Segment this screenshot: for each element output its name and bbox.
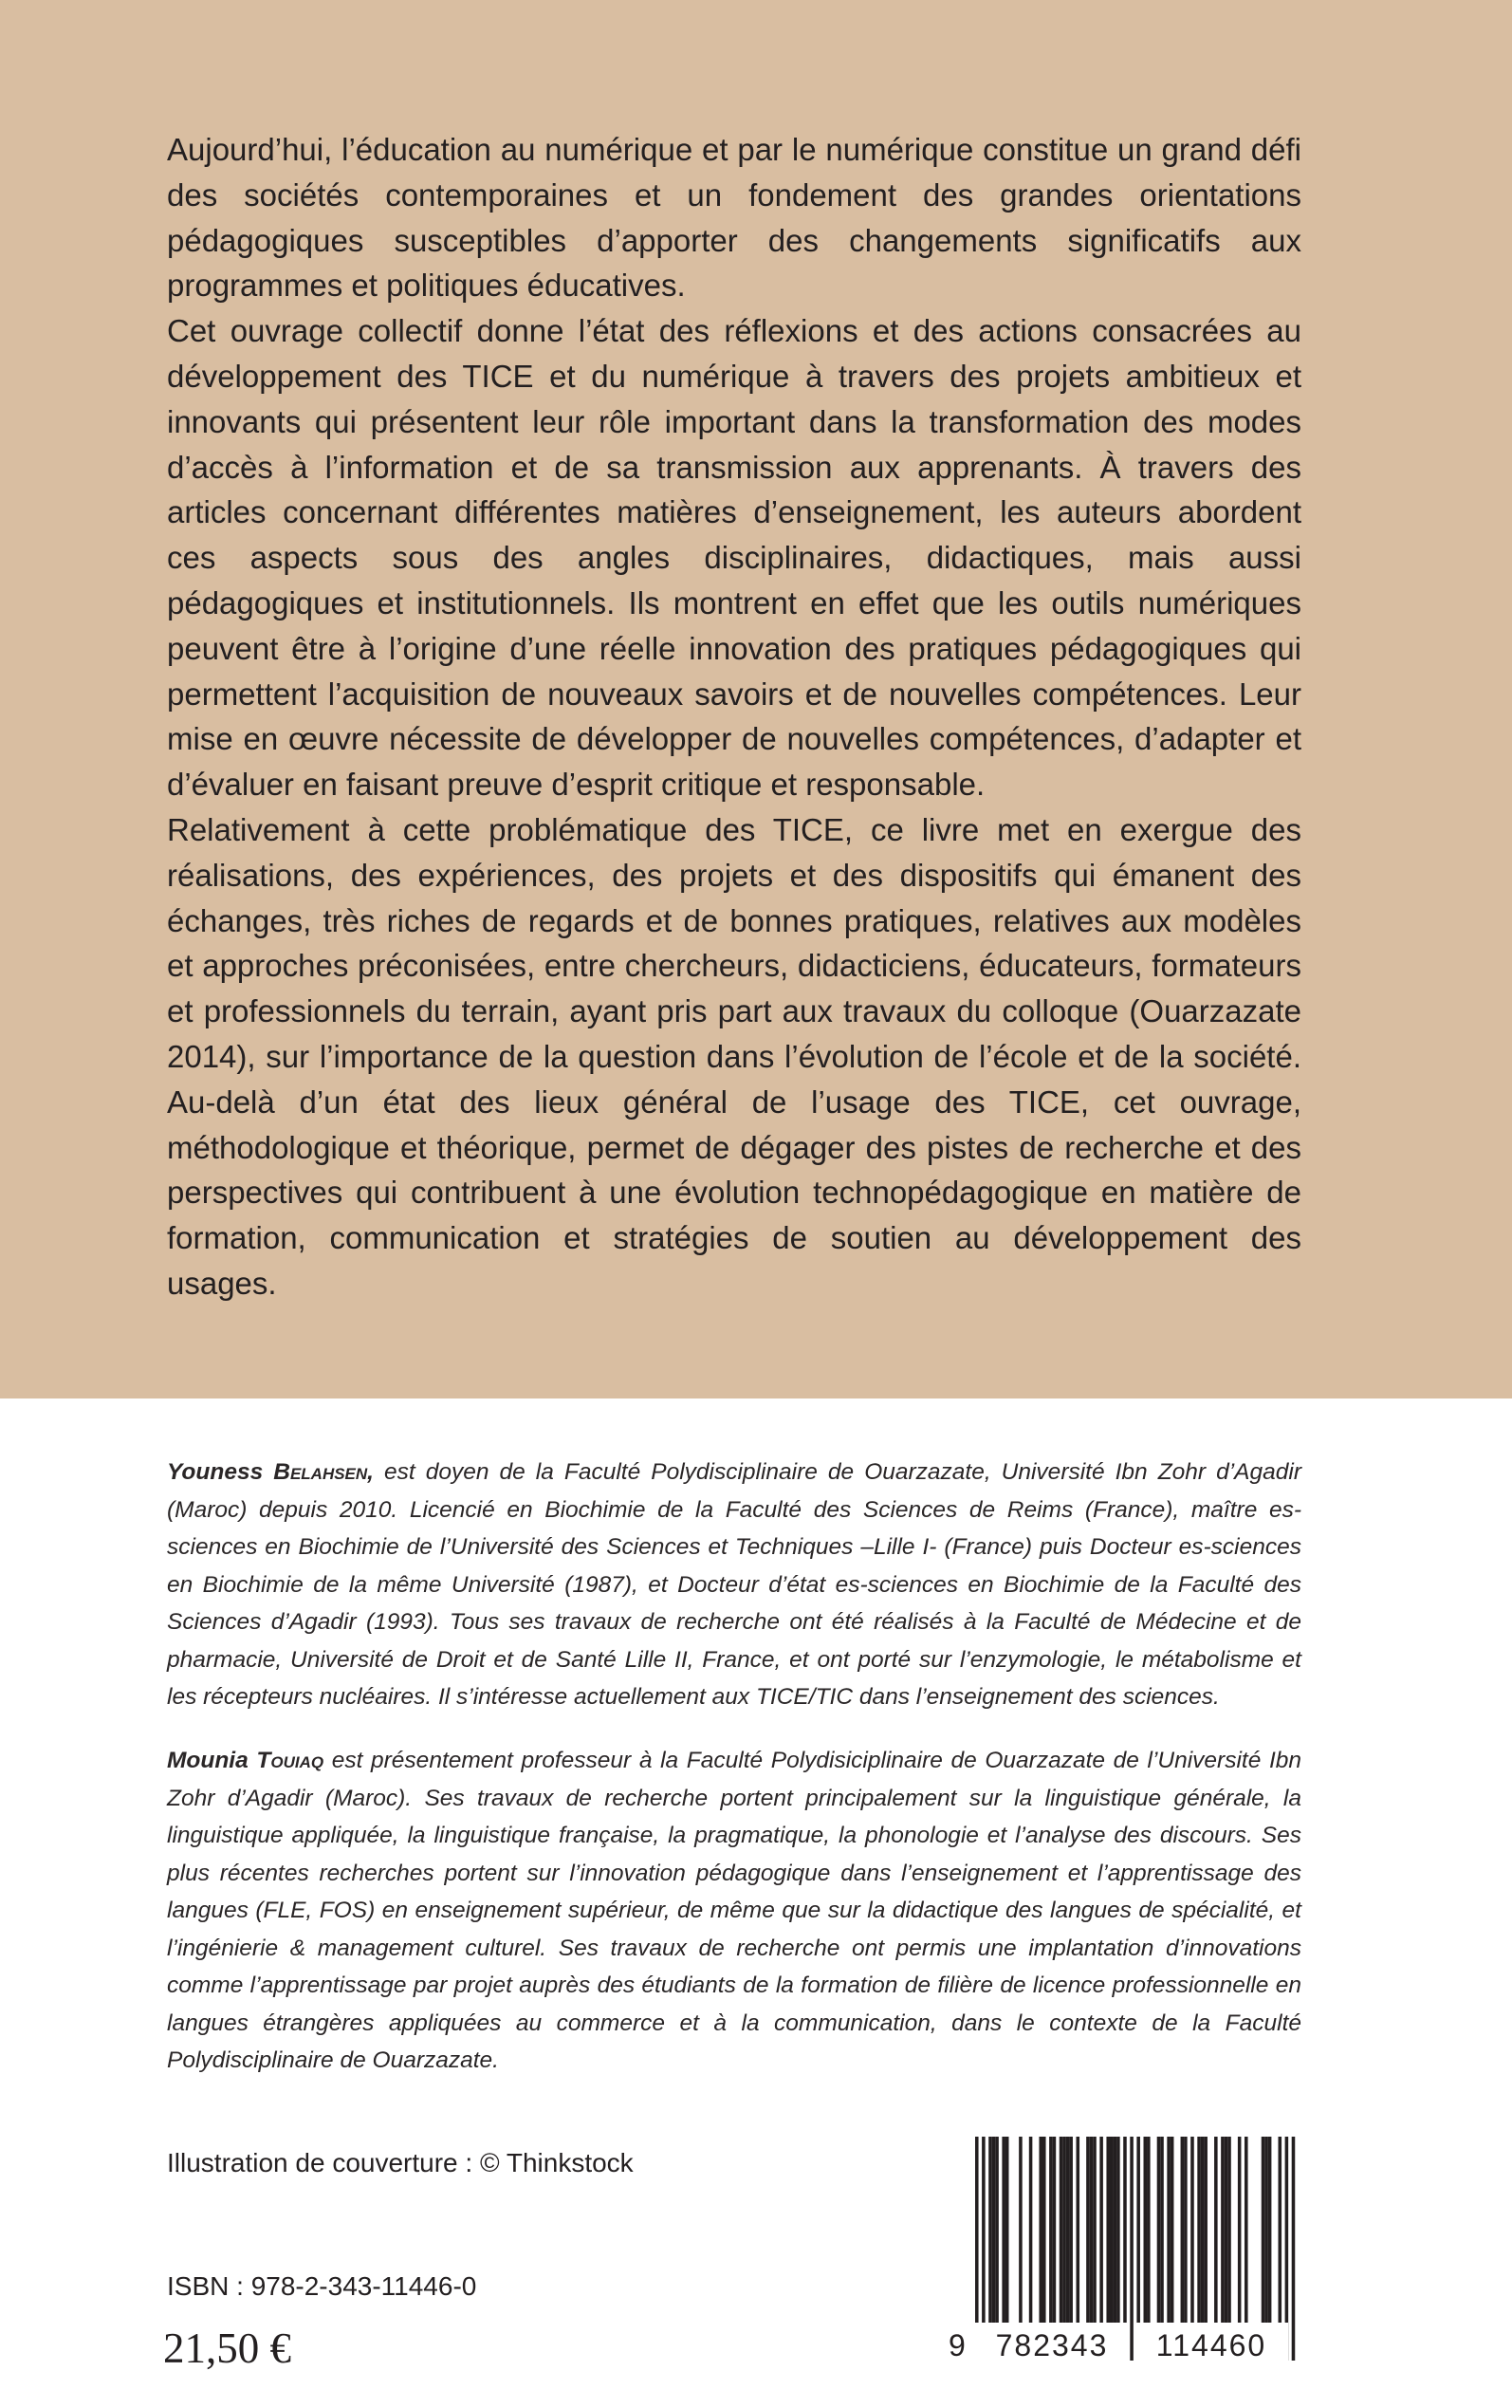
barcode-bar [1238,2137,1242,2323]
barcode-bar [1110,2137,1114,2323]
author-last-name: Touiaq [256,1748,324,1773]
barcode-bar [1086,2137,1090,2323]
barcode-bar [1160,2137,1164,2323]
barcode-bar [1069,2137,1073,2323]
barcode-bar [1204,2137,1208,2323]
barcode-left-group: 782343 [975,2323,1129,2368]
back-cover-blurb [167,127,1301,1306]
barcode-bar [1066,2137,1070,2323]
barcode-bar [1005,2137,1009,2323]
price: 21,50 € [163,2325,291,2372]
barcode-bar [1181,2137,1185,2323]
blurb-paragraph-1: Aujourd’hui, l’éducation au numérique et par le numérique constitue un grand défi des sociétés contemporaines et un fondement des grandes orientations pédagogiques susceptibles d’apporter des changements significatifs aux programmes et politiques éducatives. [167,132,1301,304]
barcode-bar [1049,2137,1053,2323]
barcode-bar [1221,2137,1225,2323]
barcode-right-group: 114460 [1134,2323,1288,2368]
blurb-paragraph-3: Relativement à cette problématique des TICE, ce livre met en exergue des réalisations, des expériences, des projets et des dispositifs qui émanent des échanges, très riches de regards et de bonnes pratiques, relatives aux modèles et approches préconisées, entre chercheurs, didacticiens, éducateurs, formateurs et professionnels du terrain, ayant pris part aux travaux du colloque (Ouarzazate 2014), sur l’importance de la question dans l’évolution de l’école et de la société. Au-delà d’un état des lieux général de l’usage des TICE, cet ouvrage, méthodologique et théorique, permet de dégager des pistes de recherche et des perspectives qui contribuent à une évolution technopédagogique en matière de formation, communication et stratégies de soutien au développement des usages. [167,811,1301,1301]
author-bio-text: est présentement professeur à la Faculté Polydisiciplinaire de Ouarzazate de l’Université Ibn Zohr d’Agadir (Maroc). Ses travaux de recherche portent principalement sur la linguistique générale, la linguistique appliquée, la linguistique française, la pragmatique, la phonologie et l’analyse des discours. Ses plus récentes recherches portent sur l’innovation pédagogique dans l’enseignement et l’apprentissage des langues (FLE, FOS) en enseignement supérieur, de même que sur la didactique des langues de spécialité, et l’ingénierie & management culturel. Ses travaux de recherche ont permis une implantation d’innovations comme l’apprentissage par projet auprès des étudiants de la formation de filière de licence professionnelle en langues étrangères appliquées au commerce et à la communication, dans le contexte de la Faculté Polydisciplinaire de Ouarzazate. [167,1748,1302,2073]
barcode-bar [1279,2137,1282,2323]
barcode-bar [1090,2137,1094,2323]
barcode-bar [1116,2137,1120,2323]
barcode-bar [1062,2137,1066,2323]
barcode-bar [1190,2137,1194,2323]
barcode-bar [1060,2137,1063,2323]
barcode-bar [1106,2137,1110,2323]
barcode-bar [1245,2137,1248,2323]
author-last-name: Belahsen, [273,1459,374,1485]
barcode-first-digit: 9 [949,2328,966,2362]
barcode-bar [1093,2137,1097,2323]
barcode-bar [1114,2137,1117,2323]
barcode-bar [1268,2137,1272,2323]
barcode-bar [1077,2137,1080,2323]
barcode-bar [1144,2137,1148,2323]
author-bio-belahsen [167,1454,1301,1716]
barcode-bar [1029,2137,1033,2323]
barcode-bar [1264,2137,1268,2323]
barcode-bar [1201,2137,1205,2323]
blurb-paragraph-2: Cet ouvrage collectif donne l’état des réflexions et des actions consacrées au développement des TICE et du numérique à travers des projets ambitieux et innovants qui présentent leur rôle important dans la transformation des modes d’accès à l’information et de sa transmission aux apprenants. À travers des articles concernant différentes matières d’enseignement, les auteurs abordent ces aspects sous des angles disciplinaires, didactiques, mais aussi pédagogiques et institutionnels. Ils montrent en effet que les outils numériques peuvent être à l’origine d’une réelle innovation des pratiques pédagogiques qui permettent l’acquisition de nouveaux savoirs et de nouvelles compétences. Leur mise en œuvre nécessite de développer de nouvelles compétences, d’adapter et d’évaluer en faisant preuve d’esprit critique et responsable. [167,313,1301,803]
barcode-bar [1042,2137,1046,2323]
author-bio-text: est doyen de la Faculté Polydisciplinaire de Ouarzazate, Université Ibn Zohr d’Agadir (Maroc) depuis 2010. Licencié en Biochimie de la Faculté des Sciences de Reims (France), maître es-sciences en Biochimie de l’Université des Sciences et Techniques –Lille I- (France) puis Docteur es-sciences en Biochimie de la même Université (1987), et Docteur d’état es-sciences en Biochimie de la Faculté des Sciences d’Agadir (1993). Tous ses travaux de recherche ont été réalisés à la Faculté de Médecine et de pharmacie, Université de Droit et de Santé Lille II, France, et ont porté sur l’enzymologie, le métabolisme et les récepteurs nucléaires. Il s’intéresse actuellement aux TICE/TIC dans l’enseignement des sciences. [167,1459,1301,1710]
barcode-bar [1227,2137,1231,2323]
barcode-bar [1053,2137,1057,2323]
barcode-bar [1099,2137,1103,2323]
author-first-name: Mounia [167,1748,249,1773]
author-bio-touiaq [167,1742,1301,2080]
barcode-bar [1157,2137,1161,2323]
author-first-name: Youness [167,1459,264,1485]
isbn: ISBN : 978-2-343-11446-0 [167,2271,477,2301]
barcode-bar [1039,2137,1042,2323]
barcode-bar [1123,2137,1127,2323]
barcode-bar [1197,2137,1201,2323]
barcode-bar [992,2137,996,2323]
barcode-bar [1147,2137,1151,2323]
cover-illustration-credit: Illustration de couverture : © Thinkstock [167,2148,634,2177]
barcode-bar [1225,2137,1228,2323]
barcode-bar [1184,2137,1188,2323]
barcode-bar [1171,2137,1174,2323]
barcode-bar [1002,2137,1005,2323]
barcode-bar [1167,2137,1171,2323]
barcode-bar [1214,2137,1218,2323]
barcode-bar [995,2137,999,2323]
barcode-bar [988,2137,992,2323]
barcode-bar [1019,2137,1023,2323]
barcode-digits [949,2323,1301,2368]
barcode-bar [1262,2137,1265,2323]
barcode [949,2133,1301,2370]
